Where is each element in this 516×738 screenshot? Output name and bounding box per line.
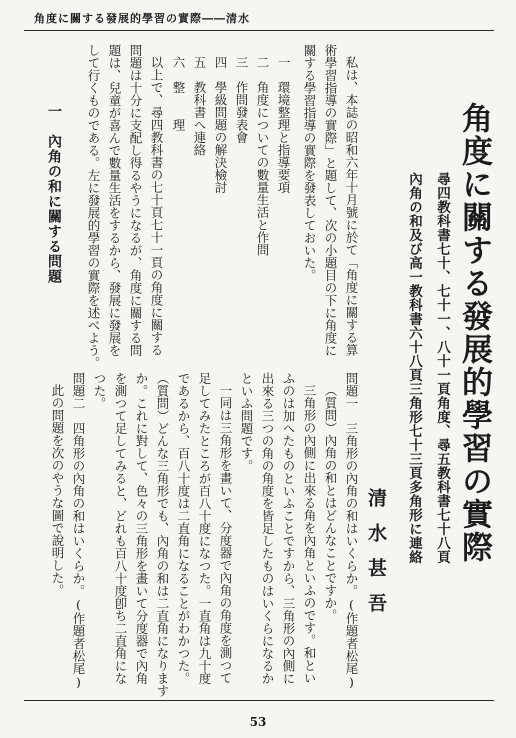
body-line: （質問）內角の和とはどんなことですか。: [323, 384, 338, 622]
footer-rule: [24, 700, 494, 701]
closing-line: 問題は十分に支配し得るやうになるが、角度に關する問: [128, 44, 143, 357]
outline-item: 三 作問發表會: [234, 56, 249, 144]
running-head: 角度に關する發展的學習の實際――清水: [34, 12, 250, 25]
body-line: つた。: [92, 372, 107, 410]
header-rule: [24, 30, 494, 31]
page-number: 53: [249, 715, 267, 729]
body-line: 足してみたところが百八十度になつた。一直角は九十度: [197, 372, 212, 685]
closing-line: 以上で、尋四教科書の七十頁七十一頁の角度に關する: [149, 56, 164, 356]
closing-line: して行くものである。左に發展的學習の實際を述べよう。: [86, 44, 101, 369]
outline-item: 二 角度についての數量生活と作問: [255, 56, 270, 256]
body-line: 問題二 四角形の內角の和はいくらか。(作題者松尾): [71, 372, 86, 690]
outline-item: 四 學級問題の解決檢討: [213, 56, 228, 194]
body-line: といふ問題です。: [239, 372, 254, 472]
subtitle-line-1: 尋四教科書七十、七十一、八十一頁角度、尋五教科書七十八頁: [434, 172, 450, 564]
body-line: であるから、百八十度は二直角になることがわかつた。: [176, 372, 191, 685]
body-line: か。これに對して、色々の三角形を畫いて分度器で內角: [134, 372, 149, 685]
intro-line: 術學習指導の實際」と題して、次の小題目の下に角度に: [323, 44, 338, 357]
body-line: 此の問題を次のやうな圖で說明した。: [50, 384, 65, 597]
author-name: 清水甚吾: [365, 488, 387, 628]
body-line: 三角形の內側に出來る角を內角といふのです。和とい: [302, 384, 317, 684]
body-line: を測つて足してみると、どれも百八十度卽ち二直角にな: [113, 372, 128, 685]
outline-item: 六 整 理: [171, 56, 186, 131]
body-line: ふのは加へたものといふことですから、三角形の內側に: [281, 372, 296, 685]
outline-item: 五 教科書へ連絡: [192, 56, 207, 156]
article-title: 角度に關する發展的學習の實際: [456, 102, 492, 564]
body-line: 一同は三角形を畫いて、分度器で內角の角度を測つて: [218, 384, 233, 684]
body-line: （質問）どんな三角形でも、內角の和は二直角になります: [155, 372, 170, 697]
outline-item: 一 環境整理と指導要項: [276, 56, 291, 194]
body-line: 出來る三つの角の角度を皆足したものはいくらになるか: [260, 372, 275, 685]
intro-line: 關する學習指導の實際を發表しておいた。: [302, 44, 317, 282]
closing-line: 題は、兒童が喜んで數量生活をするから、發展に發展を: [107, 44, 122, 357]
subtitle-line-2: 內角の和及び高一教科書六十八頁三角形七十三頁多角形に連絡: [406, 172, 422, 564]
section-heading: 一 內角の和に關する問題: [46, 104, 62, 284]
intro-line: 私は、本誌の昭和六年十月號に於て「角度に關する算: [344, 56, 359, 356]
body-line: 問題一 三角形の內角の和はいくらか。(作題者松尾): [344, 372, 359, 690]
